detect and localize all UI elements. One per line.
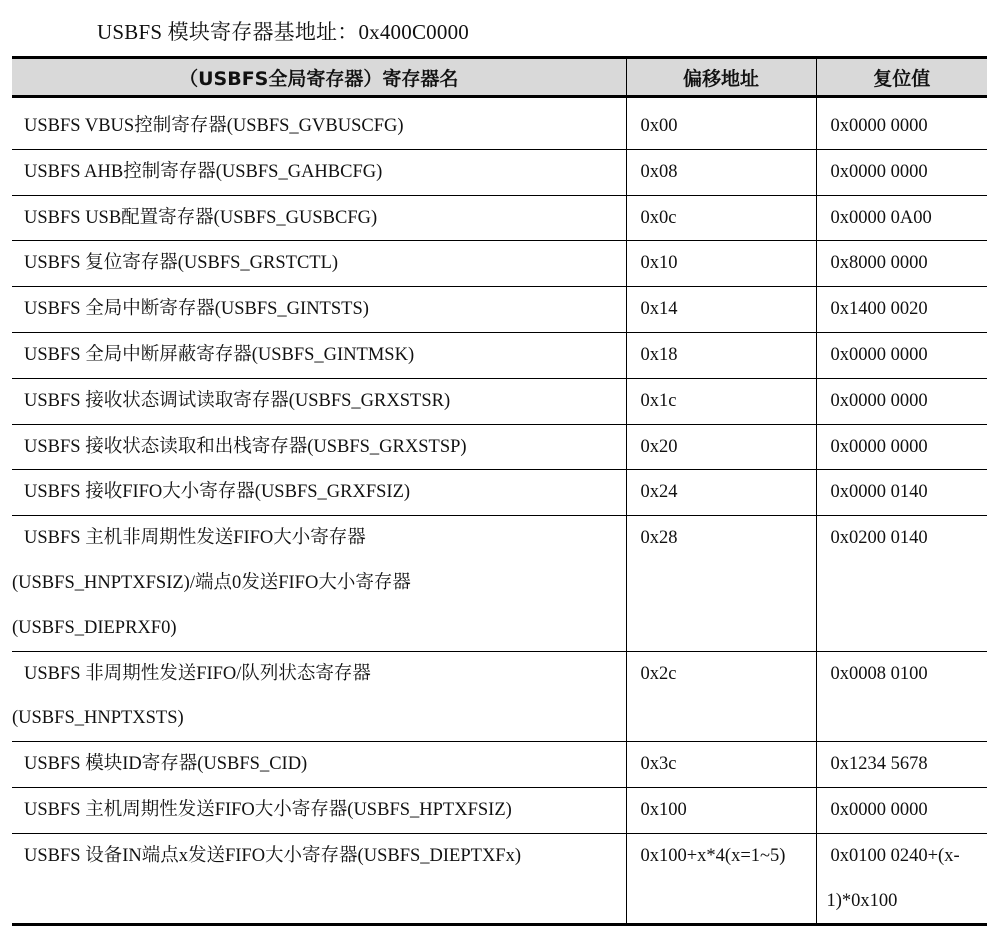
reset-value-cell bbox=[816, 833, 987, 925]
register-name-cell bbox=[12, 787, 626, 833]
register-name-cell bbox=[12, 97, 626, 150]
register-name-cell bbox=[12, 470, 626, 516]
register-name-cell bbox=[12, 516, 626, 651]
register-name-line: USBFS 接收状态读取和出栈寄存器(USBFS_GRXSTSP) bbox=[24, 436, 467, 457]
register-name-line: USBFS 全局中断屏蔽寄存器(USBFS_GINTMSK) bbox=[24, 344, 415, 365]
table-row bbox=[12, 651, 987, 742]
offset-cell: 0x18 bbox=[626, 332, 816, 378]
table-row bbox=[12, 742, 987, 788]
table-row bbox=[12, 424, 987, 470]
register-name-line: USBFS 接收FIFO大小寄存器(USBFS_GRXFSIZ) bbox=[24, 482, 411, 503]
reset-value-cell bbox=[816, 97, 987, 150]
reset-value-line: 0x0000 0000 bbox=[830, 344, 928, 365]
register-name-line: (USBFS_HNPTXSTS) bbox=[12, 708, 184, 729]
reset-value-cell bbox=[816, 241, 987, 287]
register-name-line: USBFS VBUS控制寄存器(USBFS_GVBUSCFG) bbox=[24, 116, 404, 136]
reset-value-cell bbox=[816, 287, 987, 333]
table-row bbox=[12, 97, 987, 150]
offset-cell: 0x10 bbox=[626, 241, 816, 287]
table-row bbox=[12, 332, 987, 378]
reset-value-line: 0x1400 0020 bbox=[830, 299, 928, 320]
register-name-cell bbox=[12, 287, 626, 333]
table-row bbox=[12, 787, 987, 833]
reset-value-cell bbox=[816, 332, 987, 378]
table-row bbox=[12, 470, 987, 516]
register-table-header bbox=[12, 58, 987, 97]
base-address-line: USBFS 模块寄存器基地址：0x400C0000 bbox=[97, 20, 469, 44]
register-name-line: USBFS 主机周期性发送FIFO大小寄存器(USBFS_HPTXFSIZ) bbox=[24, 799, 512, 820]
register-name-line: USBFS AHB控制寄存器(USBFS_GAHBCFG) bbox=[24, 161, 383, 182]
register-name-cell bbox=[12, 241, 626, 287]
table-row bbox=[12, 287, 987, 333]
register-name-line: USBFS 非周期性发送FIFO/队列状态寄存器 bbox=[24, 663, 371, 684]
reset-value-line: 0x0000 0000 bbox=[830, 799, 928, 820]
offset-cell: 0x14 bbox=[626, 287, 816, 333]
offset-cell: 0x3c bbox=[626, 742, 816, 788]
register-name-line: (USBFS_DIEPRXF0) bbox=[12, 617, 177, 638]
reset-value-line: 0x0000 0A00 bbox=[830, 207, 932, 228]
register-name-line: USBFS 模块ID寄存器(USBFS_CID) bbox=[24, 754, 308, 775]
reset-value-line: 0x0200 0140 bbox=[830, 528, 928, 549]
register-name-cell bbox=[12, 378, 626, 424]
reset-value-cell bbox=[816, 424, 987, 470]
reset-value-line: 0x0000 0000 bbox=[830, 390, 928, 411]
reset-value-cell bbox=[816, 149, 987, 195]
register-name-line: USBFS USB配置寄存器(USBFS_GUSBCFG) bbox=[24, 207, 378, 228]
reset-value-line: 0x0100 0240+(x- bbox=[830, 845, 960, 866]
register-name-line: USBFS 设备IN端点x发送FIFO大小寄存器(USBFS_DIEPTXFx) bbox=[24, 845, 522, 866]
register-name-line: USBFS 主机非周期性发送FIFO大小寄存器 bbox=[24, 528, 366, 549]
reset-value-cell bbox=[816, 651, 987, 742]
register-name-cell bbox=[12, 651, 626, 742]
offset-cell: 0x0c bbox=[626, 195, 816, 241]
offset-cell: 0x100 bbox=[626, 787, 816, 833]
reset-value-line: 0x0000 0140 bbox=[830, 482, 928, 503]
table-row bbox=[12, 149, 987, 195]
register-table-body bbox=[12, 97, 987, 925]
reset-value-cell bbox=[816, 742, 987, 788]
offset-cell: 0x1c bbox=[626, 378, 816, 424]
offset-cell: 0x00 bbox=[626, 97, 816, 150]
offset-cell: 0x08 bbox=[626, 149, 816, 195]
table-row bbox=[12, 516, 987, 651]
offset-cell: 0x20 bbox=[626, 424, 816, 470]
table-row bbox=[12, 378, 987, 424]
register-name-cell bbox=[12, 742, 626, 788]
reset-value-line: 1)*0x100 bbox=[826, 890, 898, 911]
table-row bbox=[12, 241, 987, 287]
register-name-cell bbox=[12, 424, 626, 470]
register-name-cell bbox=[12, 332, 626, 378]
reset-value-cell bbox=[816, 516, 987, 651]
header-reset-value: 复位值 bbox=[816, 58, 987, 97]
reset-value-cell bbox=[816, 195, 987, 241]
register-name-cell bbox=[12, 195, 626, 241]
reset-value-cell bbox=[816, 378, 987, 424]
header-offset: 偏移地址 bbox=[626, 58, 816, 97]
register-name-line: USBFS 全局中断寄存器(USBFS_GINTSTS) bbox=[24, 299, 369, 320]
reset-value-line: 0x0000 0000 bbox=[830, 161, 928, 182]
reset-value-line: 0x8000 0000 bbox=[830, 253, 928, 274]
register-name-line: USBFS 接收状态调试读取寄存器(USBFS_GRXSTSR) bbox=[24, 390, 451, 411]
register-name-cell bbox=[12, 149, 626, 195]
reset-value-cell bbox=[816, 470, 987, 516]
reset-value-line: 0x0000 0000 bbox=[830, 116, 928, 136]
offset-cell: 0x28 bbox=[626, 516, 816, 651]
reset-value-line: 0x0008 0100 bbox=[830, 663, 928, 684]
offset-cell: 0x2c bbox=[626, 651, 816, 742]
table-row bbox=[12, 833, 987, 925]
reset-value-line: 0x0000 0000 bbox=[830, 436, 928, 457]
table-row bbox=[12, 195, 987, 241]
register-table bbox=[12, 56, 987, 926]
header-register-name: （USBFS全局寄存器）寄存器名 bbox=[12, 58, 626, 97]
offset-cell: 0x100+x*4(x=1~5) bbox=[626, 833, 816, 925]
offset-cell: 0x24 bbox=[626, 470, 816, 516]
reset-value-cell bbox=[816, 787, 987, 833]
reset-value-line: 0x1234 5678 bbox=[830, 754, 928, 775]
register-name-line: (USBFS_HNPTXFSIZ)/端点0发送FIFO大小寄存器 bbox=[12, 572, 411, 593]
register-name-cell bbox=[12, 833, 626, 925]
register-name-line: USBFS 复位寄存器(USBFS_GRSTCTL) bbox=[24, 253, 339, 274]
